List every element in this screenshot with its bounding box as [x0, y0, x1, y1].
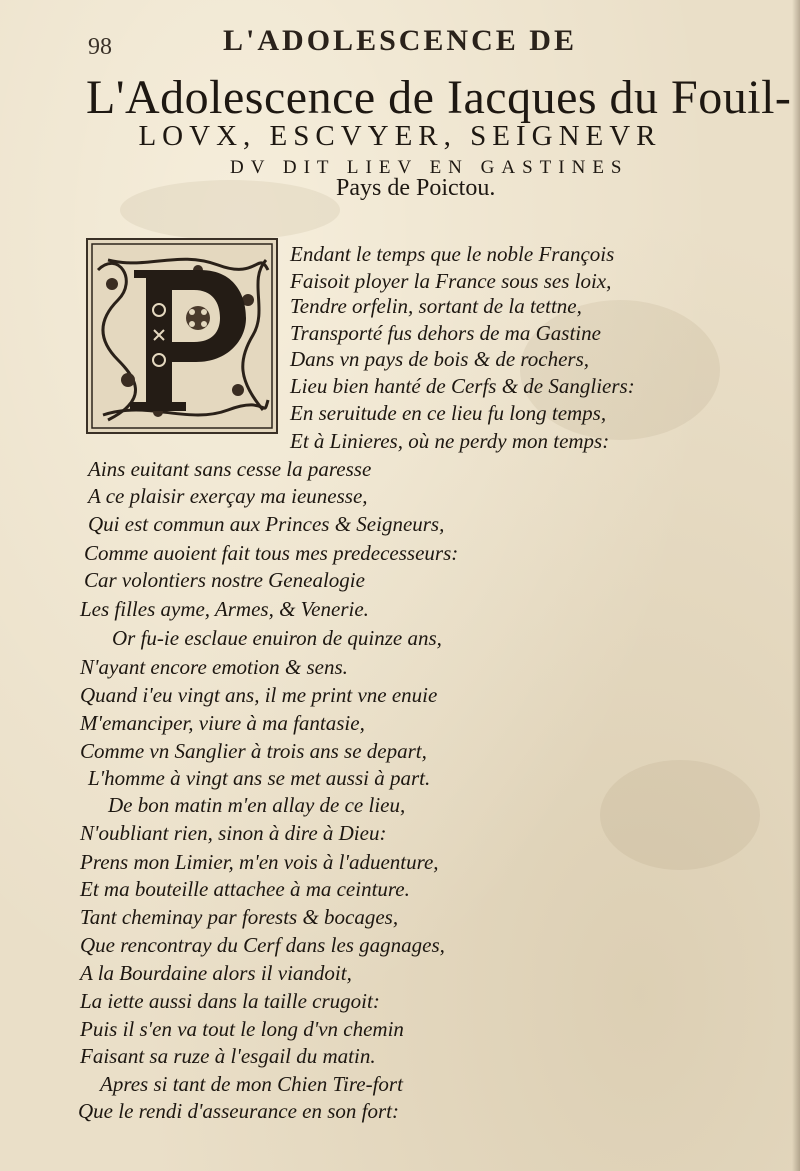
verse-line: Faisoit ployer la France sous ses loix,	[290, 269, 612, 293]
verse-line: M'emanciper, viure à ma fantasie,	[80, 711, 365, 735]
verse-line: Que le rendi d'asseurance en son fort:	[78, 1099, 399, 1123]
verse-line: De bon matin m'en allay de ce lieu,	[108, 793, 406, 817]
verse-line: Prens mon Limier, m'en vois à l'aduenture,	[80, 850, 439, 874]
verse-line: Puis il s'en va tout le long d'vn chemin	[80, 1017, 404, 1041]
verse-line: N'oubliant rien, sinon à dire à Dieu:	[80, 821, 387, 845]
verse-line: Qui est commun aux Princes & Seigneurs,	[88, 512, 445, 536]
title-line-2: LOVX, ESCVYER, SEIGNEVR	[138, 120, 662, 152]
verse-line: Apres si tant de mon Chien Tire-fort	[100, 1072, 403, 1096]
page-edge-shadow	[792, 0, 800, 1171]
verse-line: Dans vn pays de bois & de rochers,	[290, 347, 590, 371]
page-number: 98	[88, 34, 112, 60]
running-head: L'ADOLESCENCE DE	[223, 24, 577, 57]
title-line-4: Pays de Poictou.	[336, 175, 496, 201]
verse-line: Quand i'eu vingt ans, il me print vne enuie	[80, 683, 438, 707]
verse-line: La iette aussi dans la taille crugoit:	[80, 989, 380, 1013]
verse-line: N'ayant encore emotion & sens.	[80, 655, 348, 679]
title-line-3: DV DIT LIEV EN GASTINES	[230, 157, 629, 178]
verse-line: Faisant sa ruze à l'esgail du matin.	[80, 1044, 376, 1068]
verse-line: Ains euitant sans cesse la paresse	[88, 457, 372, 481]
verse-line: Comme vn Sanglier à trois ans se depart,	[80, 739, 427, 763]
paper-stain	[120, 180, 340, 240]
drop-cap-p	[86, 238, 278, 434]
verse-line: Et ma bouteille attachee à ma ceinture.	[80, 877, 410, 901]
verse-line: Endant le temps que le noble François	[290, 242, 615, 266]
floral-dropcap-ornament-icon	[88, 240, 276, 432]
verse-line: A ce plaisir exerçay ma ieunesse,	[88, 484, 368, 508]
paper-stain	[600, 760, 760, 870]
verse-line: Tendre orfelin, sortant de la tettne,	[290, 294, 582, 318]
verse-line: En seruitude en ce lieu fu long temps,	[290, 401, 607, 425]
title-line-1: L'Adolescence de Iacques du Fouil-	[86, 71, 792, 124]
verse-line: Comme auoient fait tous mes predecesseurs:	[84, 541, 459, 565]
verse-line: Et à Linieres, où ne perdy mon temps:	[290, 429, 610, 453]
verse-line: A la Bourdaine alors il viandoit,	[80, 961, 352, 985]
verse-line: Transporté fus dehors de ma Gastine	[290, 321, 601, 345]
verse-line: L'homme à vingt ans se met aussi à part.	[88, 766, 431, 790]
verse-line: Tant cheminay par forests & bocages,	[80, 905, 399, 929]
verse-line: Lieu bien hanté de Cerfs & de Sangliers:	[290, 374, 635, 398]
verse-line: Les filles ayme, Armes, & Venerie.	[80, 597, 369, 621]
verse-line: Car volontiers nostre Genealogie	[84, 568, 365, 592]
verse-line: Or fu-ie esclaue enuiron de quinze ans,	[112, 626, 442, 650]
verse-line: Que rencontray du Cerf dans les gagnages,	[80, 933, 445, 957]
